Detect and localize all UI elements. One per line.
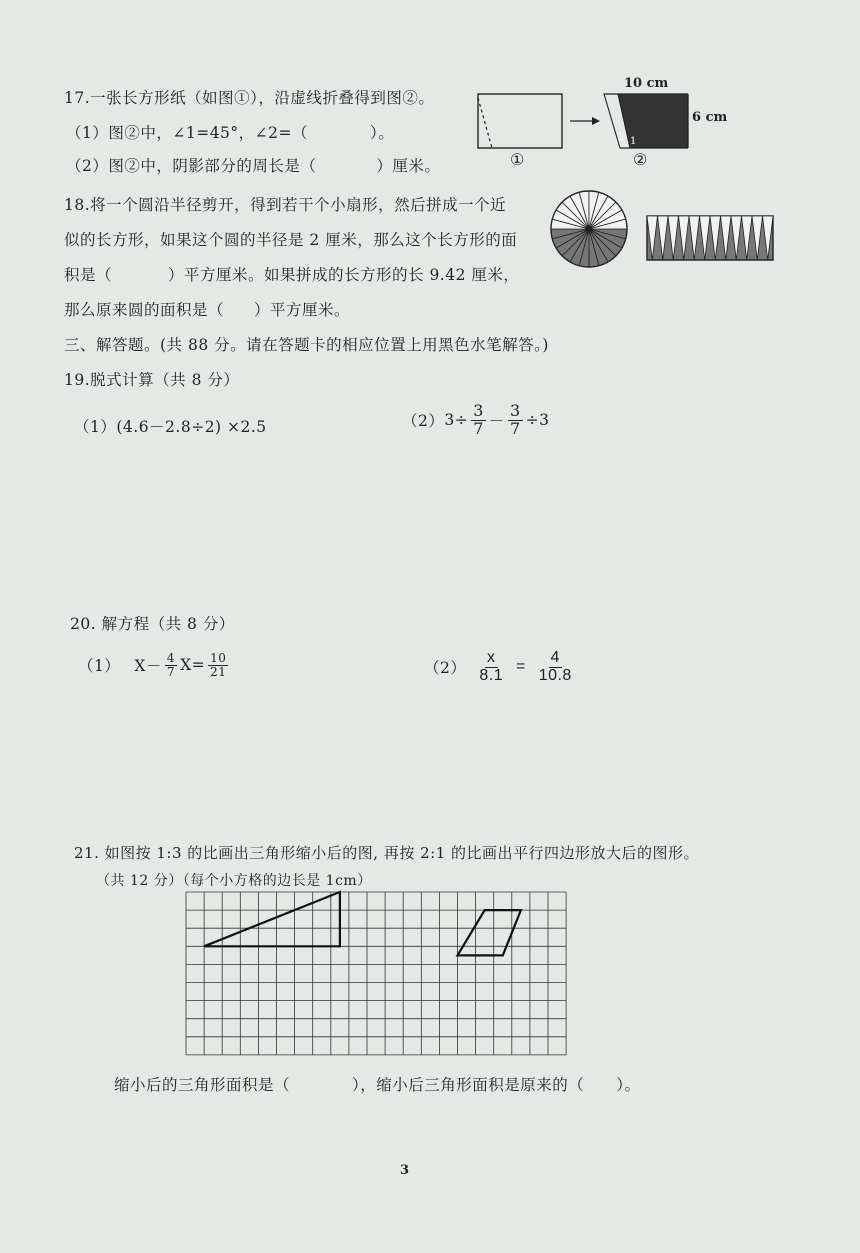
q20-p2-label: （2）: [424, 659, 467, 678]
q17-part1: [66, 121, 394, 143]
q21-answer-text1: 缩小后的三角形面积是（: [114, 1076, 291, 1094]
q18-line3-text: 积是（: [64, 266, 113, 284]
q17-part2-text: （2）图②中，阴影部分的周长是（: [66, 157, 317, 175]
q19-p2-label: （2）: [402, 412, 445, 431]
q20-p1-fraction: $\frac{4}{7}$: [166, 651, 176, 679]
q17-angle1-label: 1: [630, 136, 637, 147]
q19-fraction-1: $\frac{3}{7}$: [473, 401, 484, 438]
q17-height-label: 6 cm: [692, 110, 728, 125]
arrow-icon: [592, 117, 600, 125]
q18-line2: 似的长方形，如果这个圆的半径是 2 厘米，那么这个长方形的面: [64, 231, 518, 249]
q19-title: 19.脱式计算（共 8 分）: [64, 371, 240, 389]
q20-p1-x: X－: [134, 657, 162, 676]
q20-title: 20. 解方程（共 8 分）: [70, 615, 235, 633]
q20-p2: [424, 650, 577, 685]
q17-width-label: 10 cm: [624, 76, 669, 91]
q17-part2: [66, 154, 440, 176]
q17-part1-end: ）。: [370, 124, 395, 142]
q19-p2-end: ÷3: [525, 411, 550, 430]
page-number: 3: [400, 1163, 410, 1178]
q18-line3: [64, 263, 519, 285]
q17-fig1-label: ①: [510, 150, 525, 169]
q20-p1: [78, 652, 231, 678]
q18-line4-end: ）平方厘米。: [254, 301, 351, 319]
q20-p2-lhs: $\frac{x}{8.1}$: [479, 649, 504, 684]
q21-answer-text2: ），缩小后三角形面积是原来的（: [352, 1076, 585, 1094]
q21-title: 21. 如图按 1:3 的比画出三角形缩小后的图, 再按 2:1 的比画出平行四边形放大后的图形。: [74, 844, 700, 862]
q20-p1-x2: X=: [180, 656, 206, 675]
q21-subtitle: （共 12 分）（每个小方格的边长是 1cm）: [96, 873, 372, 889]
q19-fraction-2: $\frac{3}{7}$: [509, 401, 521, 438]
q17-part2-end: ）厘米。: [376, 157, 441, 175]
q19-p2-start: 3÷: [444, 411, 469, 430]
section3-heading: 三、解答题。(共 88 分。请在答题卡的相应位置上用黑色水笔解答。): [64, 336, 549, 354]
q18-approx-rectangle: [645, 214, 775, 262]
q17-figures: [470, 76, 730, 166]
q18-sector-circle: [548, 188, 630, 270]
q20-p1-rhs: $\frac{10}{21}$: [210, 651, 227, 679]
q21-answer-end: ）。: [616, 1076, 641, 1094]
q19-p2: [402, 403, 549, 438]
q20-p2-eq: =: [516, 658, 526, 676]
q20-p2-rhs: $\frac{4}{10.8}$: [538, 649, 572, 684]
q17-fig2-label: ②: [633, 150, 648, 169]
q17-angle2-label: 2: [618, 132, 625, 143]
q18-line1: 18.将一个圆沿半径剪开，得到若干个小扇形，然后拼成一个近: [64, 196, 507, 214]
parallelogram: [458, 910, 521, 955]
q20-p1-label: （1）: [78, 657, 121, 676]
q18-line4-text: 那么原来圆的面积是（: [64, 301, 225, 319]
q21-answer: [114, 1073, 641, 1095]
q19-minus: －: [488, 412, 505, 431]
q17-title: 17.一张长方形纸（如图①），沿虚线折叠得到图②。: [64, 89, 435, 107]
q21-grid: [184, 890, 574, 1064]
q17-part1-text: （1）图②中，∠1=45°，∠2=（: [66, 124, 309, 142]
triangle: [204, 892, 340, 946]
q18-line4: [64, 298, 350, 320]
fig1-dashed-fold-line: [478, 98, 492, 148]
fig1-rectangle: [478, 94, 562, 148]
q19-p1: （1）(4.6－2.8÷2) ×2.5: [74, 418, 267, 436]
q18-line3-end: ）平方厘米。如果拼成的长方形的长 9.42 厘米，: [168, 266, 520, 284]
